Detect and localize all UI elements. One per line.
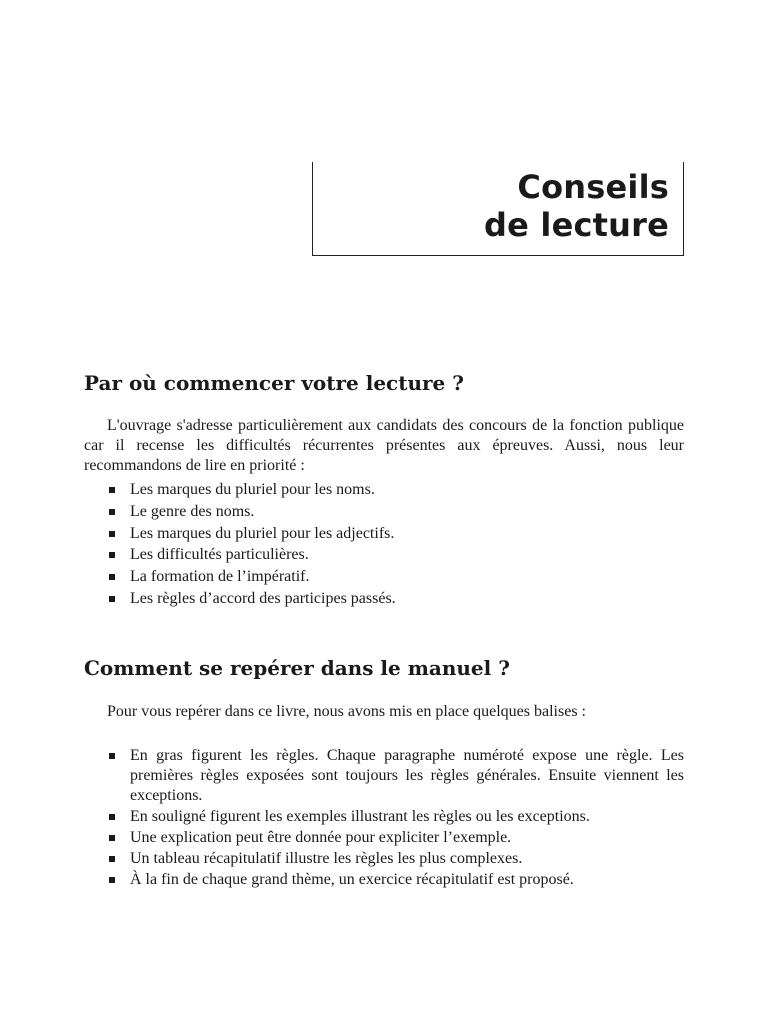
square-bullet-icon (109, 509, 115, 515)
list-item (108, 502, 684, 522)
chapter-title-line-1: Conseils (517, 168, 669, 206)
list-item-text: Les marques du pluriel pour les adjectifs. (130, 524, 395, 542)
list-item (108, 545, 684, 565)
list-item (108, 828, 684, 848)
list-item (108, 807, 684, 827)
square-bullet-icon (109, 487, 115, 493)
square-bullet-icon (109, 531, 115, 537)
list-item-text: Les marques du pluriel pour les noms. (130, 481, 375, 498)
list-item-text: Le genre des noms. (130, 502, 255, 520)
list-item-text: En gras figurent les règles. Chaque paragraphe numéroté expose une règle. Les premières règles exposées sont toujours les règles générales. Ensuite viennent les exceptions. (130, 747, 684, 804)
list-item (108, 567, 684, 587)
chapter-title-box (312, 162, 684, 256)
list-item (108, 870, 684, 890)
list-item (108, 589, 684, 609)
section-heading-navigation: Comment se repérer dans le manuel ? (84, 656, 510, 680)
square-bullet-icon (109, 814, 115, 820)
priority-topics-list (108, 480, 684, 611)
section-heading-reading-start: Par où commencer votre lecture ? (84, 371, 464, 395)
list-item (108, 849, 684, 869)
list-item (108, 480, 684, 500)
section-paragraph-reading-start: L'ouvrage s'adresse particulièrement aux candidats des concours de la fonction publique car il recense les difficultés récurrentes présentes aux épreuves. Aussi, nous leur recommandons de lire en priorité : (84, 417, 684, 474)
chapter-title-line-2: de lecture (484, 206, 669, 244)
square-bullet-icon (109, 856, 115, 862)
square-bullet-icon (109, 596, 115, 602)
list-item-text: La formation de l’impératif. (130, 568, 310, 586)
manual-markers-list (108, 746, 684, 891)
list-item-text: À la fin de chaque grand thème, un exercice récapitulatif est proposé. (130, 871, 574, 888)
square-bullet-icon (109, 574, 115, 580)
list-item-text: Un tableau récapitulatif illustre les règles les plus complexes. (130, 850, 523, 867)
square-bullet-icon (109, 552, 115, 558)
list-item-text: En souligné figurent les exemples illustrant les règles ou les exceptions. (130, 808, 590, 825)
list-item (108, 746, 684, 806)
list-item-text: Les règles d’accord des participes passés. (130, 589, 396, 607)
list-item-text: Une explication peut être donnée pour expliciter l’exemple. (130, 829, 512, 846)
list-item-text: Les difficultés particulières. (130, 546, 309, 564)
section-paragraph-navigation: Pour vous repérer dans ce livre, nous avons mis en place quelques balises : (107, 703, 586, 720)
square-bullet-icon (109, 877, 115, 883)
list-item (108, 524, 684, 544)
square-bullet-icon (109, 753, 115, 759)
square-bullet-icon (109, 835, 115, 841)
